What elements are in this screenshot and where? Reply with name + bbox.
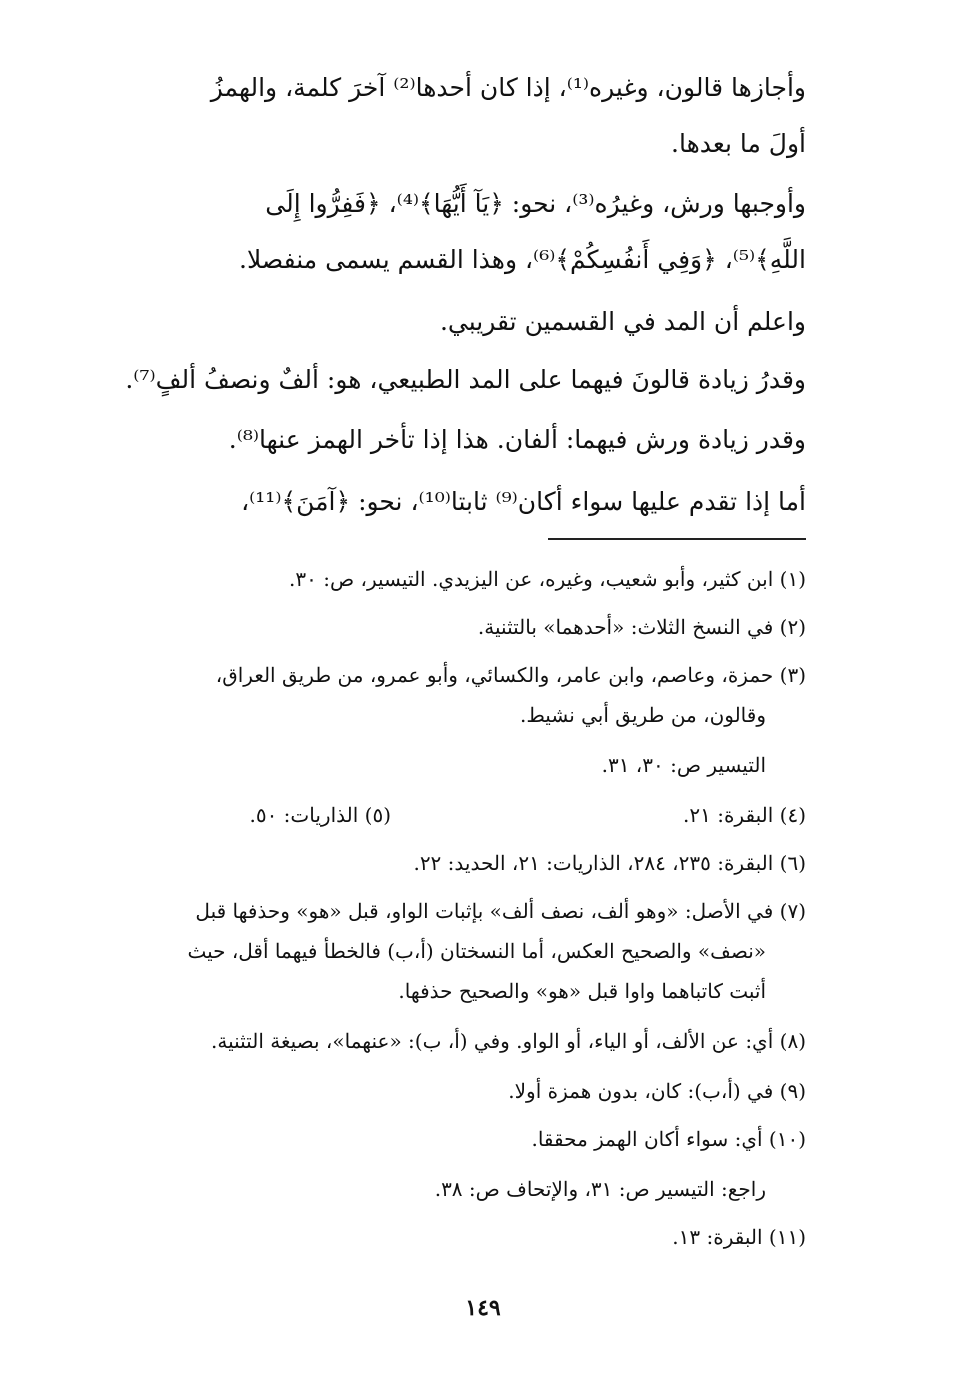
footnote-3-line-2: وقالون، من طريق أبي نشيط. <box>519 703 766 727</box>
page-number: ١٤٩ <box>465 1295 501 1321</box>
main-line-8: أما إذا تقدم عليها سواء أكان⁽⁹⁾ ثابتا⁽¹⁰⁾، نحو: ﴿آمَنَ﴾⁽¹¹⁾، <box>241 487 806 516</box>
footnote-10-line-1: (١٠) أي: سواء أكان الهمز محققا. <box>531 1127 806 1151</box>
main-line-1: وأجازها قالون، وغيره⁽¹⁾، إذا كان أحدها⁽²⁾ آخرَ كلمة، والهمزُ <box>210 73 806 102</box>
footnote-10-line-2: راجع: التيسير ص: ٣١، والإتحاف ص: ٣٨. <box>434 1177 766 1201</box>
main-line-7: وقدر زيادة ورش فيهما: ألفان. هذا إذا تأخر الهمز عنها⁽⁸⁾. <box>228 425 806 454</box>
main-line-2: أولَ ما بعدها. <box>671 129 806 158</box>
footnote-5: (٥) الذاريات: ٥٠. <box>249 803 391 827</box>
footnote-3-line-1: (٣) حمزة، وعاصم، وابن عامر، والكسائي، وأبو عمرو، من طريق العراق، <box>215 663 806 687</box>
footnote-3-line-3: التيسير ص: ٣٠، ٣١. <box>601 753 766 777</box>
footnote-11: (١١) البقرة: ١٣. <box>672 1225 806 1249</box>
footnote-7-line-1: (٧) في الأصل: «وهو ألف، نصف ألف» بإثبات الواو، قبل «هو» وحذفها قبل <box>195 899 806 923</box>
footnote-8: (٨) أي: عن الألف، أو الياء، أو الواو. وفي (أ، ب): «عنهما»، بصيغة التثنية. <box>211 1029 806 1053</box>
main-line-3: وأوجبها ورش، وغيرُه⁽³⁾، نحو: ﴿يَآ أَيُّهَا﴾⁽⁴⁾، ﴿فَفِرُّوا إِلَى <box>265 189 806 218</box>
footnote-2: (٢) في النسخ الثلاث: «أحدهما» بالتثنية. <box>477 615 806 639</box>
main-line-4: اللَّهِ﴾⁽⁵⁾، ﴿وَفِي أَنفُسِكُمْ﴾⁽⁶⁾، وهذا القسم يسمى منفصلا. <box>239 245 806 274</box>
footnote-9: (٩) في (أ،ب): كان، بدون همزة أولا. <box>508 1079 806 1103</box>
main-line-5: واعلم أن المد في القسمين تقريبي. <box>439 307 806 336</box>
footnote-separator <box>548 538 806 540</box>
footnote-1: (١) ابن كثير، وأبو شعيب، وغيره، عن اليزيدي. التيسير، ص: ٣٠. <box>289 567 806 591</box>
footnote-6: (٦) البقرة: ٢٣٥، ٢٨٤، الذاريات: ٢١، الحديد: ٢٢. <box>413 851 806 875</box>
footnote-4: (٤) البقرة: ٢١. <box>683 803 806 827</box>
main-line-6: وقدرُ زيادة قالونَ فيهما على المد الطبيعي، هو: ألفٌ ونصفُ ألفٍ⁽⁷⁾. <box>125 365 806 394</box>
footnote-7-line-3: أثبت كاتباهما واوا قبل «هو» والصحيح حذفها. <box>398 979 766 1003</box>
footnote-7-line-2: «نصف» والصحيح العكس، أما النسختان (أ،ب) فالخطأ فيهما أقل، حيث <box>187 939 766 963</box>
